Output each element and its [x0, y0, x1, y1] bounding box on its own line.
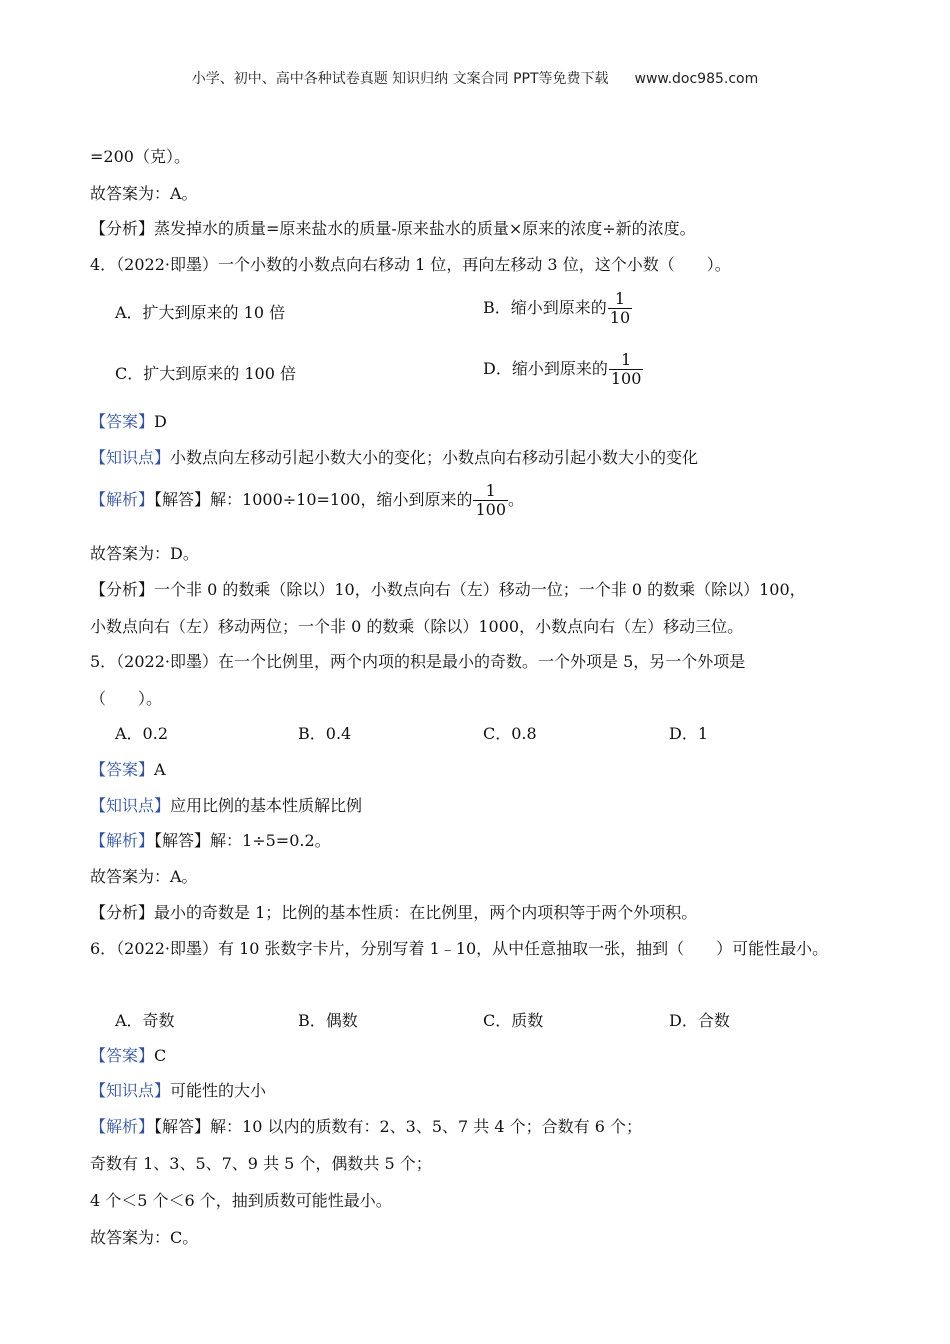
- q5-stem-cont: （ ）。: [90, 689, 163, 708]
- q4-option-d-text: D．缩小到原来的: [483, 359, 608, 378]
- q5-option-d: D．1: [669, 724, 709, 743]
- page-header: [0, 68, 950, 88]
- solve-label: 【解答】: [154, 490, 211, 509]
- q5-answer: [90, 759, 166, 781]
- q5-knowledge: [90, 795, 362, 817]
- q4-answer: [90, 411, 167, 433]
- q4-option-b-text: B．缩小到原来的: [483, 298, 607, 317]
- analysis-text: 蒸发掉水的质量=原来盐水的质量-原来盐水的质量×原来的浓度÷新的浓度。: [154, 219, 696, 238]
- answer-value: D: [154, 412, 167, 431]
- fraction-denominator: 100: [610, 369, 642, 388]
- q4-option-b-fraction: [608, 290, 632, 327]
- fraction-numerator: 1: [621, 350, 632, 369]
- q4-option-d: [483, 351, 643, 388]
- q6-option-a: A．奇数: [115, 1011, 175, 1030]
- explain-label: 【解析】: [90, 1117, 155, 1136]
- answer-value: C: [154, 1046, 167, 1065]
- q5-option-b: B．0.4: [298, 724, 352, 743]
- analysis-text: 最小的奇数是 1；比例的基本性质：在比例里，两个内项积等于两个外项积。: [154, 903, 698, 922]
- knowledge-text: 应用比例的基本性质解比例: [170, 796, 363, 815]
- fraction-denominator: 100: [475, 500, 507, 519]
- q5-analysis: [90, 902, 697, 924]
- q5-option-a: A．0.2: [115, 724, 169, 743]
- q6-option-b: B．偶数: [298, 1011, 358, 1030]
- prev-line: =200（克）。: [90, 147, 190, 166]
- answer-label: 【答案】: [90, 760, 155, 779]
- q5-option-c: C．0.8: [483, 724, 537, 743]
- solve-label: 【解答】: [154, 1117, 211, 1136]
- explain-text: 解：10 以内的质数有：2、3、5、7 共 4 个；合数有 6 个；: [210, 1117, 642, 1136]
- explain-end: 。: [508, 490, 525, 509]
- q6-answer: [90, 1045, 166, 1067]
- q4-conclusion: 故答案为：D。: [90, 544, 199, 563]
- header-text: 小学、初中、高中各种试卷真题 知识归纳 文案合同 PPT等免费下载: [191, 71, 609, 87]
- knowledge-text: 可能性的大小: [170, 1081, 267, 1100]
- analysis-label: 【分析】: [90, 903, 155, 922]
- q4-knowledge: [90, 447, 698, 469]
- q4-analysis: [90, 579, 806, 601]
- q6-conclusion: 故答案为：C。: [90, 1228, 199, 1247]
- knowledge-label: 【知识点】: [90, 448, 171, 467]
- explain-label: 【解析】: [90, 490, 155, 509]
- q6-explain-line2: 奇数有 1、3、5、7、9 共 5 个，偶数共 5 个；: [90, 1154, 432, 1173]
- header-site: www.doc985.com: [634, 71, 759, 87]
- prev-conclusion: 故答案为：A。: [90, 184, 198, 203]
- knowledge-label: 【知识点】: [90, 1081, 171, 1100]
- q6-option-c: C．质数: [483, 1011, 544, 1030]
- q6-explain-line3: 4 个＜5 个＜6 个，抽到质数可能性最小。: [90, 1191, 392, 1210]
- q5-conclusion: 故答案为：A。: [90, 867, 198, 886]
- q5-stem: 5．（2022·即墨）在一个比例里，两个内项的积是最小的奇数。一个外项是 5，另一个外项是: [90, 652, 746, 671]
- q4-option-c: C．扩大到原来的 100 倍: [115, 364, 296, 383]
- q6-explain: [90, 1116, 642, 1138]
- solve-label: 【解答】: [154, 831, 211, 850]
- q4-option-b: [483, 290, 632, 327]
- answer-value: A: [154, 760, 166, 779]
- knowledge-text: 小数点向左移动引起小数大小的变化；小数点向右移动引起小数大小的变化: [170, 448, 699, 467]
- answer-label: 【答案】: [90, 412, 155, 431]
- q4-analysis-cont: 小数点向右（左）移动两位；一个非 0 的数乘（除以）1000，小数点向右（左）移动三位。: [90, 617, 744, 636]
- analysis-text: 一个非 0 的数乘（除以）10，小数点向右（左）移动一位；一个非 0 的数乘（除以）100，: [154, 580, 806, 599]
- fraction-numerator: 1: [614, 289, 626, 308]
- q6-knowledge: [90, 1080, 266, 1102]
- q5-explain: [90, 830, 331, 852]
- prev-analysis: [90, 218, 696, 240]
- q4-option-a: A．扩大到原来的 10 倍: [115, 303, 286, 322]
- analysis-label: 【分析】: [90, 219, 155, 238]
- fraction-numerator: 1: [485, 481, 496, 500]
- q4-stem: 4．（2022·即墨）一个小数的小数点向右移动 1 位，再向左移动 3 位，这个小数（ ）。: [90, 255, 731, 274]
- fraction-denominator: 10: [609, 308, 631, 327]
- q6-stem: 6．（2022·即墨）有 10 张数字卡片，分别写着 1﹣10，从中任意抽取一张，抽到（ ）可能性最小。: [90, 939, 829, 958]
- knowledge-label: 【知识点】: [90, 796, 171, 815]
- q4-explain: [90, 482, 524, 519]
- explain-text: 解：1000÷10=100，缩小到原来的: [210, 490, 473, 509]
- explain-label: 【解析】: [90, 831, 155, 850]
- answer-label: 【答案】: [90, 1046, 155, 1065]
- q4-explain-fraction: [473, 482, 508, 519]
- q4-option-d-fraction: [609, 351, 644, 388]
- analysis-label: 【分析】: [90, 580, 155, 599]
- explain-text: 解：1÷5=0.2。: [210, 831, 331, 850]
- q6-option-d: D．合数: [669, 1011, 730, 1030]
